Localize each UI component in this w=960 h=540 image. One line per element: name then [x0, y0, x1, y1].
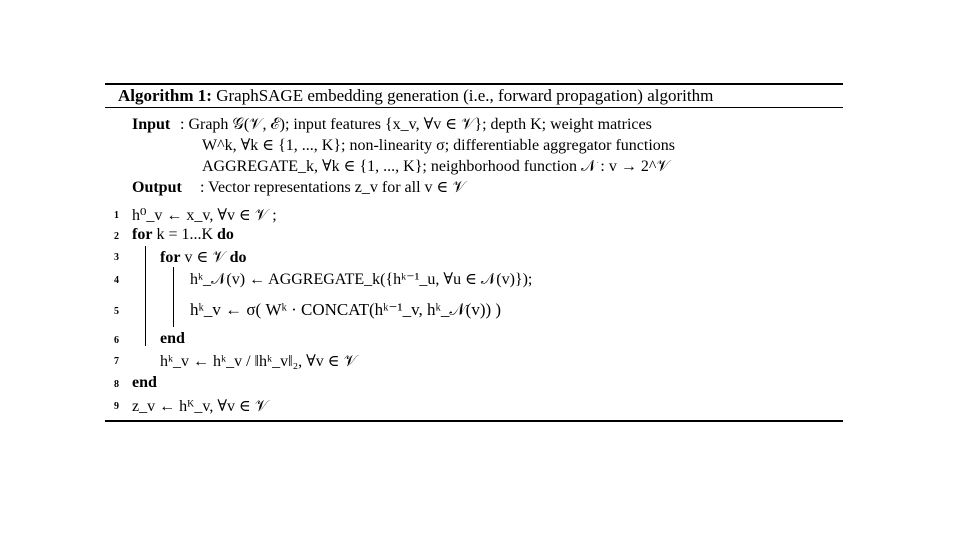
step-4-text: hᵏ_𝒩(v) ← AGGREGATE_k({hᵏ⁻¹_u, ∀u ∈ 𝒩(v)}); [190, 271, 533, 288]
algorithm-title-text: GraphSAGE embedding generation (i.e., forward propagation) algorithm [216, 86, 714, 105]
step-3-text: v ∈ 𝒱 [180, 249, 230, 266]
step-number: 5 [114, 306, 119, 317]
input-text-3: AGGREGATE_k, ∀k ∈ {1, ..., K}; neighborhood function 𝒩 : v → 2^𝒱 [202, 158, 670, 175]
input-line-3 [202, 156, 670, 176]
step-5 [190, 300, 501, 320]
output-text: : Vector representations z_v for all v ∈ 𝒱 [200, 179, 466, 196]
step-number: 9 [114, 401, 119, 412]
step-2 [132, 226, 234, 244]
step-6 [160, 330, 185, 348]
outer-loop-bar [145, 246, 146, 346]
step-number: 8 [114, 379, 119, 390]
input-text-2: W^k, ∀k ∈ {1, ..., K}; non-linearity σ; differentiable aggregator functions [202, 137, 676, 154]
keyword-for: for [132, 226, 153, 243]
step-8 [132, 374, 157, 392]
step-1 [132, 205, 277, 225]
output-label: Output [132, 179, 182, 196]
step-2-text: k = 1...K [152, 226, 218, 243]
step-number: 6 [114, 335, 119, 346]
bottom-rule [105, 420, 843, 422]
step-number: 2 [114, 231, 119, 242]
step-7 [160, 351, 357, 371]
step-1-text: h⁰_v ← x_v, ∀v ∈ 𝒱 ; [132, 207, 277, 224]
keyword-do: do [217, 226, 234, 243]
step-9-text: z_v ← hᴷ_v, ∀v ∈ 𝒱 [132, 398, 269, 415]
keyword-for: for [160, 249, 181, 266]
step-number: 3 [114, 252, 119, 263]
top-rule [105, 83, 843, 85]
output-line [132, 177, 466, 197]
input-line-2 [202, 135, 675, 155]
input-text-1: : Graph 𝒢(𝒱, ℰ); input features {x_v, ∀v ∈ 𝒱}; depth K; weight matrices [180, 116, 652, 133]
input-line-1 [132, 114, 652, 134]
keyword-do: do [229, 249, 247, 266]
algorithm-label: Algorithm 1: [118, 86, 212, 105]
step-number: 1 [114, 210, 119, 221]
algorithm-title [118, 86, 713, 106]
input-label: Input [132, 116, 171, 133]
step-9 [132, 396, 268, 416]
step-7-text: hᵏ_v ← hᵏ_v / ‖hᵏ_v‖₂, ∀v ∈ 𝒱 [160, 353, 357, 370]
middle-rule [105, 107, 843, 108]
step-5-text: hᵏ_v ← σ( Wᵏ · CONCAT(hᵏ⁻¹_v, hᵏ_𝒩(v)) ) [190, 300, 502, 319]
keyword-end: end [160, 330, 185, 347]
step-number: 7 [114, 356, 119, 367]
keyword-end: end [132, 374, 157, 391]
step-4 [190, 269, 532, 289]
step-3 [160, 247, 247, 267]
inner-loop-bar [173, 267, 174, 327]
step-number: 4 [114, 275, 119, 286]
